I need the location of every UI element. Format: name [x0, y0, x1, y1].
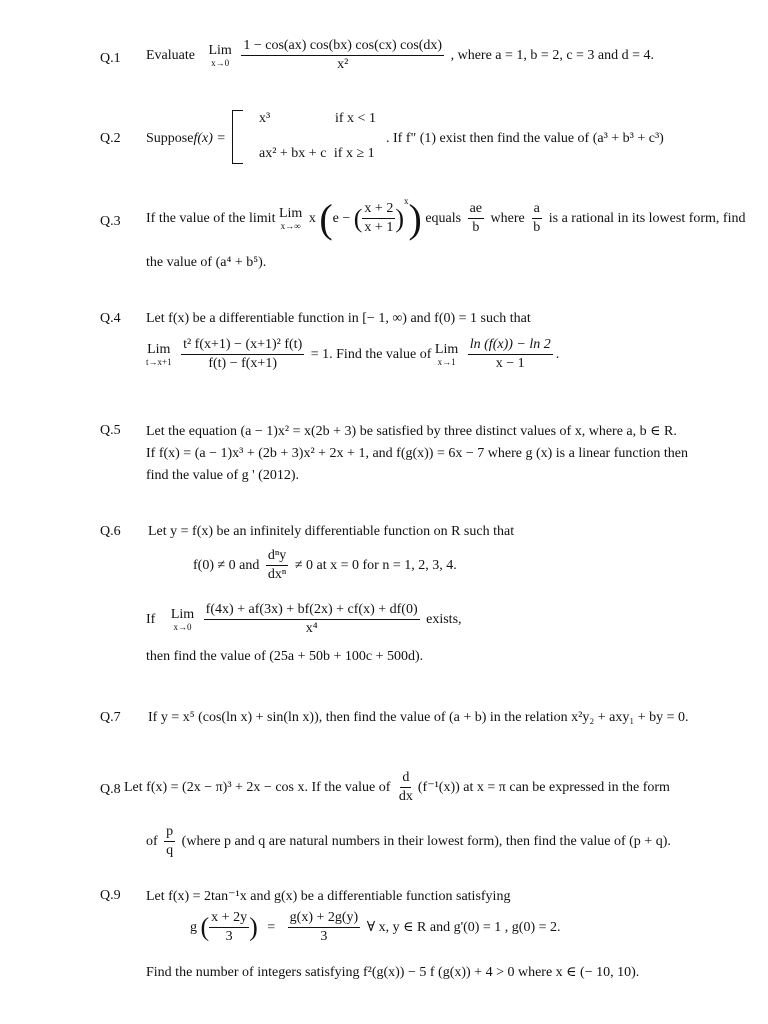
- answer-fraction: $\frac{ae}{b}$: [469, 201, 483, 236]
- derivative-condition: f(0) ≠ 0 and $\frac{\text{dⁿy}}{\text{dxⁿ}}$ ≠ 0 at x = 0 for n = 1, 2, 3, 4.: [193, 548, 457, 583]
- question-text-line-2: If f(x) = (a − 1)x³ + (2b + 3)x² + 2x + 1, and f(g(x)) = 6x − 7 where g (x) is a linear function then: [146, 446, 688, 461]
- question-condition: , where a = 1, b = 2, c = 3 and d = 4.: [450, 47, 655, 63]
- left-paren: (: [319, 195, 333, 241]
- question-number: Q.2: [100, 131, 121, 146]
- question-number: Q.1: [100, 51, 121, 66]
- limit-operator-2: Lim x→1: [434, 342, 459, 368]
- limit-operator: Lim t→x+1: [146, 342, 172, 368]
- limit-operator: Lim x→0: [170, 607, 195, 633]
- limit-operator: Lim x→0: [208, 43, 232, 69]
- question-text: Let f(x) = (2x − π)³ + 2x − cos x. If the value of: [124, 779, 391, 795]
- derivative-fraction: $\frac{d}{dx}$: [398, 770, 413, 805]
- question-number: Q.8: [100, 782, 121, 797]
- piecewise-bracket: [232, 110, 243, 164]
- piecewise-case-1: x³: [259, 111, 271, 126]
- question-text-last: then find the value of (25a + 50b + 100c + 500d).: [146, 649, 424, 664]
- question-text-last: Find the number of integers satisfying f²(g(x)) − 5 f (g(x)) + 4 > 0 where x ∈ (− 10, 10).: [146, 965, 640, 980]
- question-text: Let y = f(x) be an infinitely differentiable function on R such that: [148, 524, 515, 539]
- question-text: Let f(x) = 2tan⁻¹x and g(x) be a differentiable function satisfying: [146, 889, 511, 904]
- limit-fraction: $\frac{1 - \cos(ax) \cos(bx) \cos(cx) \cos(dx)}{\text{x²}}$: [243, 38, 443, 73]
- worksheet-page: Q.1 Evaluate Lim x→0 $\frac{1 - \cos(ax) \cos(bx) \cos(cx) \cos(dx)}{\text{x²}}$ , where a = 1, b = 2, c = 3 and d = 4. Q.2 Supposef(x) = x³ if x < 1 ax² + bx + c if x ≥ 1 . If f" (1) exist then find the value of (a³ + b³ + c³) Q.3 If the value of the limit Lim x→∞ x (e − ( $\frac{x + 2}{x + 1}$ )$^x$) equals $\frac{ae}{b}$ where $\frac{a}{b}$ is a rational in its lowest form, find the value of (a⁴ + b⁵). Q.4 Let f(x) be a differentiable function in [− 1, ∞) and f(0) = 1 such that Lim t→x+1 $\frac{\text{t² f(x+1) − (x+1)² f(t)}}{f(t) - f(x+1)}$ = 1. Find the value of Lim x→1 $\frac{\ln (f(x)) - \ln 2}{x - 1}$ . Q.5 Let the equation (a − 1)x² = x(2b + 3) be satisfied by three distinct values of x, where a, b ∈ R. If f(x) = (a − 1)x³ + (2b + 3)x² + 2x + 1, and f(g(x)) = 6x − 7 where g (x) is a linear function then find the value of g ' (2012). Q.6 Let y = f(x) be an infinitely differentiable function on R such that f(0) ≠ 0 and $\frac{\text{dⁿy}}{\text{dxⁿ}}$ ≠ 0 at x = 0 for n = 1, 2, 3, 4. If Lim x→0 $\frac{f(4x) + af(3x) + bf(2x) + cf(x) + df(0)}{\text{x⁴}}$ exists, then find the value of (25a + 50b + 100c + 500d). Q.7 If y = x⁵ (cos(ln x) + sin(ln x)), then find the value of (a + b) in the relation x²y₂ + axy₁ + by = 0. Q.8 Let f(x) = (2x − π)³ + 2x − cos x. If the value of $\frac{d}{dx}$ (f⁻¹(x)) at x = π can be expressed in the form of $\frac{p}{q}$ (where p and q are natural numbers in their lowest form), then find the value of (p + q). Q.9 Let f(x) = 2tan⁻¹x and g(x) be a differentiable function satisfying g ( $\frac{x + 2y}{3}$ ) = $\frac{g(x) + 2g(y)}{3}$ ∀ x, y ∈ R and g'(0) = 1 , g(0) = 2. Find the number of integers satisfying f²(g(x)) − 5 f (g(x)) + 4 > 0 where x ∈ (− 10, 10).: [100, 38, 746, 980]
- question-text: Let f(x) be a differentiable function in [− 1, ∞) and f(0) = 1 such that: [146, 311, 531, 326]
- rational-fraction: $\frac{a}{b}$: [533, 201, 541, 236]
- question-text: Evaluate: [146, 47, 195, 63]
- question-text: If y = x⁵ (cos(ln x) + sin(ln x)), then find the value of (a + b) in the relation x²y₂ + axy₁ + by = 0.: [148, 710, 689, 725]
- question-text: If the value of the limit: [146, 211, 276, 226]
- limit-fraction: $\frac{\text{t² f(x+1) − (x+1)² f(t)}}{f(t) - f(x+1)}$: [183, 337, 303, 372]
- question-number: Q.3: [100, 214, 121, 229]
- question-number: Q.9: [100, 888, 121, 903]
- question-condition: . If f" (1) exist then find the value of (a³ + b³ + c³): [386, 131, 664, 146]
- functional-equation: g ( $\frac{x + 2y}{3}$ ) = $\frac{g(x) + 2g(y)}{3}$ ∀ x, y ∈ R and g'(0) = 1 , g(0) = 2.: [190, 910, 561, 945]
- question-number: Q.7: [100, 710, 121, 725]
- limit-fraction: $\frac{f(4x) + af(3x) + bf(2x) + cf(x) + df(0)}{\text{x⁴}}$: [205, 602, 418, 637]
- question-number: Q.4: [100, 311, 121, 326]
- log-fraction: $\frac{\ln (f(x)) - \ln 2}{x - 1}$: [469, 337, 551, 372]
- limit-operator: Lim x→∞: [278, 206, 303, 232]
- pq-fraction: $\frac{p}{q}$: [166, 824, 174, 859]
- question-number: Q.5: [100, 423, 121, 438]
- question-text-line-2: the value of (a⁴ + b⁵).: [146, 255, 267, 270]
- question-text-line-3: find the value of g ' (2012).: [146, 468, 299, 483]
- inner-fraction: $\frac{x + 2}{x + 1}$: [364, 201, 394, 236]
- question-text: Suppose: [146, 131, 194, 146]
- question-text-line-2: (where p and q are natural numbers in their lowest form), then find the value of (p + q).: [181, 833, 671, 849]
- piecewise-condition-1: if x < 1: [335, 111, 376, 126]
- right-paren: ): [408, 195, 422, 241]
- question-text: Let the equation (a − 1)x² = x(2b + 3) be satisfied by three distinct values of x, where a, b ∈ R.: [146, 424, 677, 439]
- piecewise-case-2: ax² + bx + c if x ≥ 1: [259, 146, 375, 161]
- question-number: Q.6: [100, 524, 121, 539]
